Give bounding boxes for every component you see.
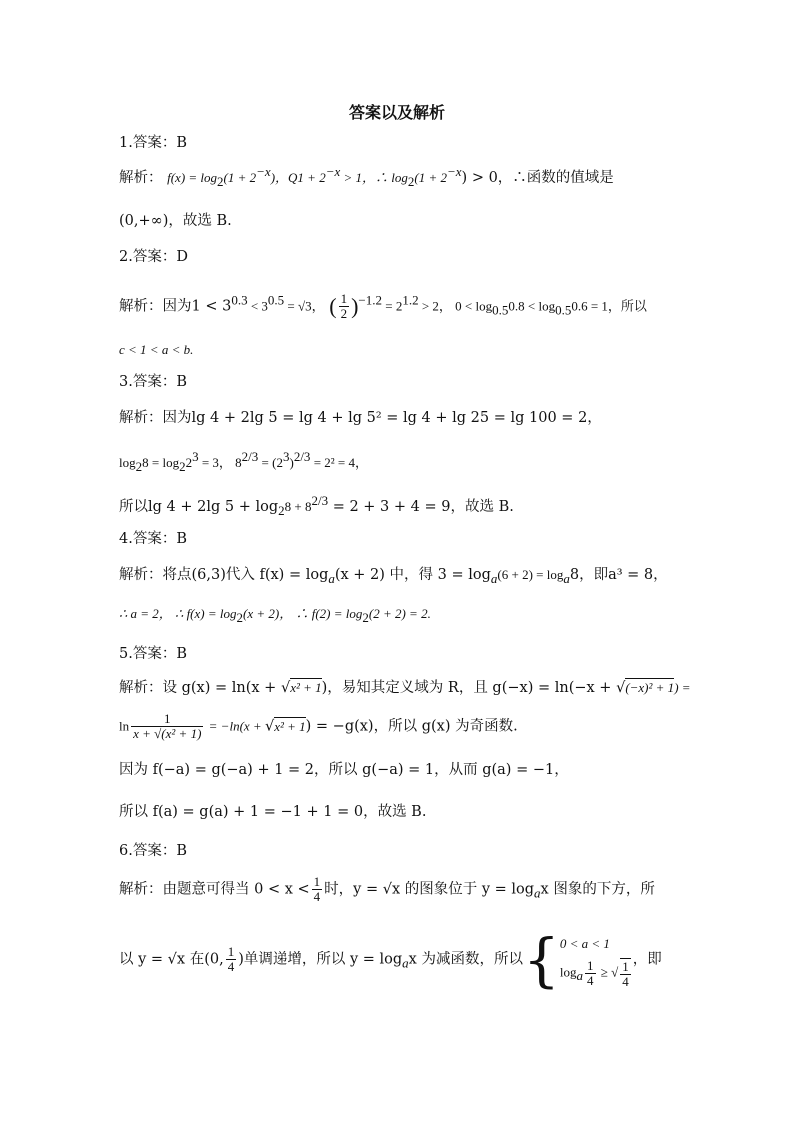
q2-conclusion: c < 1 < a < b. — [119, 342, 194, 357]
q5-answer: B — [176, 646, 187, 662]
q4-answer-line: 4.答案：B — [119, 531, 187, 547]
q1-answer: B — [176, 135, 187, 151]
q3-step2: $\log_28 = \log_22^3 = 3$， $8^{2/3} = (2^3)^{2/3} = 2^2 = 4$， — [119, 449, 368, 474]
inequality-system: 0 < a < 1 $\log_a$ $\frac{1}{4}$ ≥ √ $\frac{1}{4}$ — [559, 936, 629, 989]
q2-answer: D — [176, 249, 188, 265]
q6-step2: 以 y = √x 在(0, $\frac{1}{4}$ )单调递增，所以 $y = \log_ax$ 为减函数，所以{ 0 < a < 1 $\log_a$ $\frac{1}{4}$ ≥ √ $\frac{1}{4}$ ，即 — [119, 925, 662, 994]
q5-analysis: 解析：设 g(x) = ln(x + √x² + 1)，易知其定义域为 R，且 g(−x) = ln(−x + √(−x)² + 1) = — [119, 680, 691, 696]
q3-analysis: 解析：因为lg 4 + 2lg 5 = lg 4 + lg 5² = lg 4 + lg 25 = lg 100 = 2， — [119, 410, 602, 426]
q3-step3: 所以lg 4 + 2lg $5 + \log_28 + 8^{2/3} = 2 + 3 + 4 = 9$，故选 B. — [119, 493, 514, 518]
q5-step2: ln $\frac{1}{\text{x + √(x² + 1)}}$ = −ln(x + √x² + 1) = −g(x)，所以 g(x) 为奇函数. — [119, 711, 518, 741]
q2-analysis: 解析：因为$1 < 3^{0.3} < 3^{0.5} = √3$， ( $\frac{1}{2}$ )$^{-1.2} = 2^{1.2} > 2$， $0 < \log_{0.5}0.8 < \log_{0.5}0.6 = 1$，所以 — [119, 291, 647, 321]
q4-analysis: 解析：将点(6,3)代入 $f(x) = \log_a(x + 2)$ 中，得 $3 = \log_a(6 + 2) = \log_a8$，即a³ = 8， — [119, 567, 668, 586]
q5-answer-line: 5.答案：B — [119, 646, 187, 662]
q3-answer-line: 3.答案：B — [119, 374, 187, 390]
q5-conclusion: 所以 f(a) = g(a) + 1 = −1 + 1 = 0，故选 B. — [119, 804, 427, 820]
q1-answer-line: 1.答案：B — [119, 135, 187, 151]
q1-analysis: 解析： $f(x) = \log_2(1 + 2^{-x})$，$Q1 + 2^{-x} > 1$，∴ $\log_2(1 + 2^{-x}) > 0$，∴函数的值域是 — [119, 164, 614, 189]
q6-answer-line: 6.答案：B — [119, 843, 187, 859]
q1-conclusion: (0,+∞)，故选 B. — [119, 213, 232, 229]
page-title: 答案以及解析 — [348, 103, 445, 122]
half-fraction: $\frac{1}{2}$ — [340, 291, 348, 321]
q4-answer: B — [176, 531, 187, 547]
q2-answer-line: 2.答案：D — [119, 249, 188, 265]
system-brace: { — [522, 925, 560, 994]
q6-analysis: 解析：由题意可得当 0 < x < $\frac{1}{4}$ 时，y = √x 的图象位于 $y = \log_ax$ 图象的下方，所 — [119, 874, 655, 904]
q5-step3: 因为 f(−a) = g(−a) + 1 = 2，所以 g(−a) = 1，从而 g(a) = −1， — [119, 762, 569, 778]
quarter-fraction-2: $\frac{1}{4}$ — [227, 944, 235, 974]
q4-conclusion: ∴ a = 2， ∴ $f(x) = \log_2(x + 2)$， ∴ $f(2) = \log_2(2 + 2) = 2$. — [119, 606, 431, 625]
q6-answer: B — [176, 843, 187, 859]
q5-fraction: $\frac{1}{\text{x + √(x² + 1)}}$ — [133, 711, 202, 741]
quarter-fraction: $\frac{1}{4}$ — [313, 874, 321, 904]
q3-answer: B — [176, 374, 187, 390]
